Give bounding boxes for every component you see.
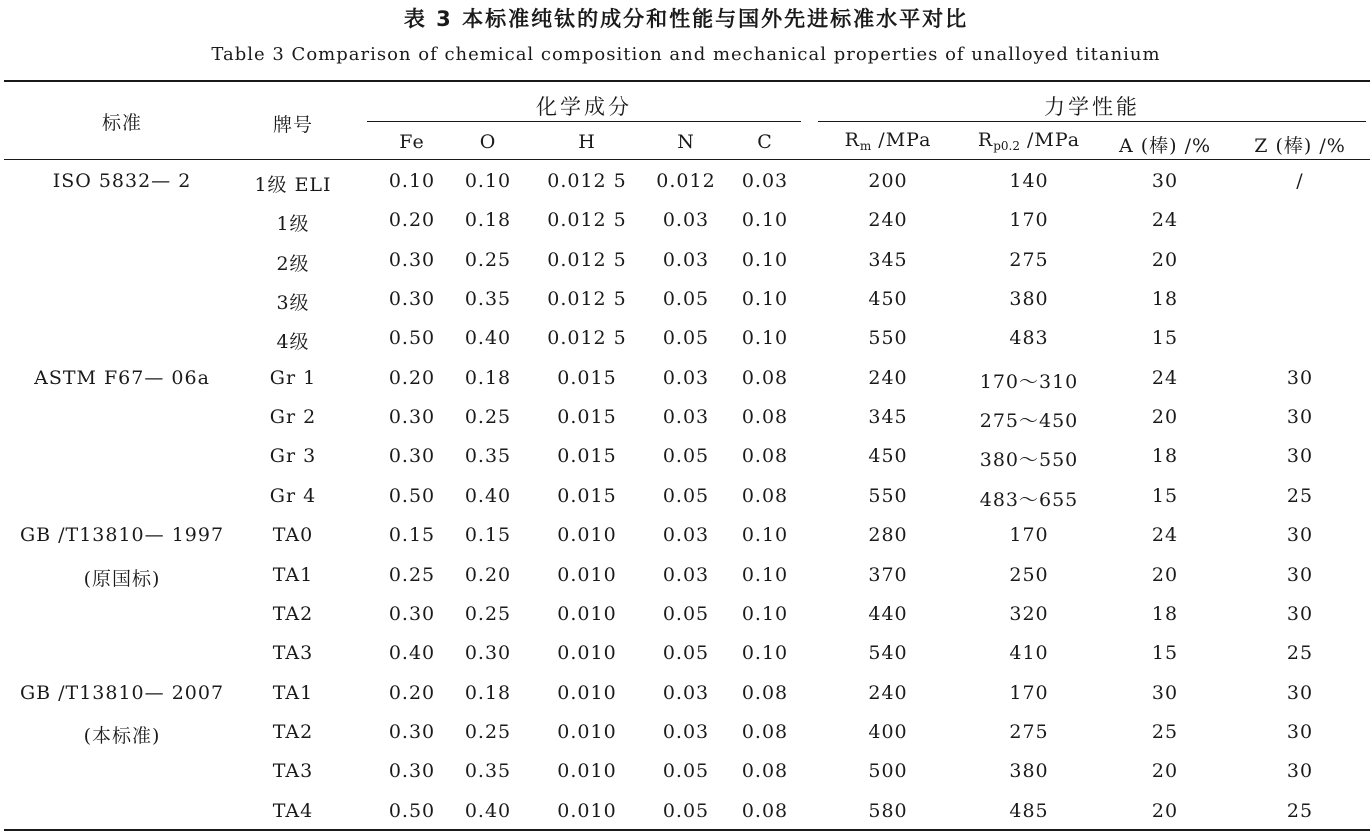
header-grade: 牌号: [272, 114, 313, 136]
cell-rp: 485: [1009, 800, 1049, 822]
cell-c: 0.10: [741, 603, 789, 625]
cell-z: 25: [1286, 485, 1314, 507]
cell-h: 0.012 5: [547, 209, 627, 231]
cell-grade: 1级 ELI: [254, 174, 332, 196]
header-o: O: [479, 131, 497, 153]
cell-fe: 0.20: [388, 682, 436, 704]
cell-o: 0.18: [464, 367, 512, 389]
cell-c: 0.10: [741, 249, 789, 271]
cell-rp: 170～310: [979, 371, 1079, 393]
cell-fe: 0.50: [388, 327, 436, 349]
cell-a: 18: [1151, 445, 1179, 467]
cell-n: 0.05: [662, 327, 710, 349]
cell-n: 0.03: [662, 682, 710, 704]
cell-standard: (本标准): [83, 725, 161, 747]
cell-grade: Gr 3: [269, 445, 317, 467]
cell-fe: 0.30: [388, 721, 436, 743]
cell-n: 0.012: [656, 170, 716, 192]
cell-grade: TA0: [272, 524, 314, 546]
cell-o: 0.35: [464, 288, 512, 310]
header-fe: Fe: [399, 131, 425, 153]
cell-z: 30: [1286, 367, 1314, 389]
cell-a: 25: [1151, 721, 1179, 743]
cell-o: 0.18: [464, 682, 512, 704]
header-mech-group: 力学性能: [1044, 95, 1140, 119]
cell-z: 30: [1286, 682, 1314, 704]
bottom-rule: [4, 829, 1370, 831]
cell-o: 0.25: [464, 603, 512, 625]
cell-rm: 580: [868, 800, 908, 822]
cell-h: 0.015: [557, 445, 617, 467]
cell-rp: 483～655: [979, 489, 1079, 511]
cell-rp: 483: [1009, 327, 1049, 349]
cell-c: 0.08: [741, 682, 789, 704]
cell-a: 20: [1151, 760, 1179, 782]
cell-n: 0.05: [662, 445, 710, 467]
cell-z: 25: [1286, 800, 1314, 822]
cell-rm: 400: [868, 721, 908, 743]
cell-a: 15: [1151, 642, 1179, 664]
cell-rm: 200: [868, 170, 908, 192]
cell-grade: TA4: [272, 800, 314, 822]
cell-n: 0.05: [662, 288, 710, 310]
cell-fe: 0.50: [388, 800, 436, 822]
cell-fe: 0.15: [388, 524, 436, 546]
cell-rp: 140: [1009, 170, 1049, 192]
cell-a: 30: [1151, 170, 1179, 192]
cell-n: 0.03: [662, 249, 710, 271]
cell-o: 0.10: [464, 170, 512, 192]
cell-grade: 2级: [276, 253, 310, 275]
cell-a: 20: [1151, 406, 1179, 428]
cell-a: 18: [1151, 603, 1179, 625]
header-rule: [4, 159, 1370, 160]
cell-rm: 240: [868, 682, 908, 704]
cell-c: 0.08: [741, 367, 789, 389]
header-rm-unit: /MPa: [871, 129, 932, 151]
cell-h: 0.015: [557, 406, 617, 428]
cell-fe: 0.20: [388, 367, 436, 389]
cell-c: 0.08: [741, 721, 789, 743]
cell-z: 30: [1286, 406, 1314, 428]
cell-rp: 380～550: [979, 449, 1079, 471]
cell-a: 20: [1151, 564, 1179, 586]
cell-rp: 380: [1009, 760, 1049, 782]
cell-rm: 370: [868, 564, 908, 586]
cell-rp: 170: [1009, 682, 1049, 704]
cell-c: 0.08: [741, 760, 789, 782]
header-c: C: [757, 131, 773, 153]
cell-fe: 0.30: [388, 603, 436, 625]
header-a: A (棒) /%: [1118, 135, 1212, 157]
cell-fe: 0.40: [388, 642, 436, 664]
cell-grade: Gr 2: [269, 406, 317, 428]
cell-n: 0.05: [662, 642, 710, 664]
cell-grade: TA2: [272, 721, 314, 743]
cell-z: 30: [1286, 564, 1314, 586]
cell-h: 0.012 5: [547, 170, 627, 192]
cell-standard: GB /T13810— 2007: [19, 682, 225, 704]
cell-o: 0.40: [464, 327, 512, 349]
cell-grade: TA2: [272, 603, 314, 625]
cell-z: 30: [1286, 524, 1314, 546]
cell-grade: Gr 4: [269, 485, 317, 507]
cell-rm: 345: [868, 406, 908, 428]
cell-rm: 450: [868, 445, 908, 467]
cell-rp: 320: [1009, 603, 1049, 625]
cell-a: 20: [1151, 249, 1179, 271]
cell-o: 0.20: [464, 564, 512, 586]
cell-h: 0.010: [557, 603, 617, 625]
cell-n: 0.05: [662, 603, 710, 625]
header-z: Z (棒) /%: [1254, 135, 1346, 157]
cell-standard: (原国标): [83, 568, 161, 590]
cell-o: 0.15: [464, 524, 512, 546]
cell-fe: 0.30: [388, 445, 436, 467]
cell-h: 0.012 5: [547, 288, 627, 310]
cell-z: 25: [1286, 642, 1314, 664]
cell-standard: GB /T13810— 1997: [19, 524, 225, 546]
cell-standard: ASTM F67— 06a: [34, 367, 210, 389]
cell-standard: ISO 5832— 2: [52, 170, 192, 192]
cell-rm: 500: [868, 760, 908, 782]
cell-n: 0.05: [662, 800, 710, 822]
cell-o: 0.25: [464, 721, 512, 743]
cell-grade: 3级: [276, 292, 310, 314]
cell-c: 0.10: [741, 288, 789, 310]
cell-a: 15: [1151, 485, 1179, 507]
cell-grade: TA3: [272, 760, 314, 782]
cell-rm: 450: [868, 288, 908, 310]
cell-rm: 240: [868, 367, 908, 389]
cell-a: 24: [1151, 367, 1179, 389]
cell-n: 0.03: [662, 209, 710, 231]
cell-rp: 170: [1009, 524, 1049, 546]
cell-rp: 170: [1009, 209, 1049, 231]
cell-rm: 240: [868, 209, 908, 231]
cell-rm: 540: [868, 642, 908, 664]
mech-group-rule: [818, 121, 1366, 122]
header-chem-group: 化学成分: [536, 95, 632, 119]
header-rm-subscript: m: [859, 139, 872, 153]
cell-rp: 275: [1009, 249, 1049, 271]
cell-z: 30: [1286, 760, 1314, 782]
chem-group-rule: [367, 121, 801, 122]
cell-n: 0.05: [662, 485, 710, 507]
cell-fe: 0.30: [388, 249, 436, 271]
header-rp: [958, 129, 1100, 153]
cell-h: 0.010: [557, 721, 617, 743]
cell-o: 0.30: [464, 642, 512, 664]
cell-rm: 345: [868, 249, 908, 271]
table-title-en: Table 3 Comparison of chemical composition and mechanical properties of unalloyed titanium: [211, 44, 1161, 65]
header-rm-symbol: R: [844, 129, 860, 151]
cell-c: 0.10: [741, 327, 789, 349]
cell-n: 0.03: [662, 367, 710, 389]
cell-rm: 440: [868, 603, 908, 625]
cell-h: 0.010: [557, 564, 617, 586]
cell-fe: 0.30: [388, 406, 436, 428]
cell-h: 0.015: [557, 367, 617, 389]
cell-h: 0.010: [557, 760, 617, 782]
cell-o: 0.25: [464, 406, 512, 428]
cell-fe: 0.25: [388, 564, 436, 586]
header-n: N: [677, 131, 695, 153]
table-title-cn: 表 3 本标准纯钛的成分和性能与国外先进标准水平对比: [403, 7, 969, 31]
cell-grade: TA1: [272, 564, 314, 586]
cell-h: 0.010: [557, 800, 617, 822]
cell-c: 0.10: [741, 209, 789, 231]
header-rp-symbol: R: [977, 129, 994, 151]
cell-fe: 0.10: [388, 170, 436, 192]
cell-fe: 0.30: [388, 760, 436, 782]
cell-h: 0.010: [557, 682, 617, 704]
cell-n: 0.03: [662, 564, 710, 586]
cell-c: 0.10: [741, 642, 789, 664]
cell-h: 0.010: [557, 524, 617, 546]
cell-a: 18: [1151, 288, 1179, 310]
header-rp-unit: /MPa: [1019, 129, 1081, 151]
cell-h: 0.010: [557, 642, 617, 664]
cell-grade: TA3: [272, 642, 314, 664]
cell-h: 0.012 5: [547, 327, 627, 349]
header-standard: 标准: [101, 112, 142, 134]
cell-a: 30: [1151, 682, 1179, 704]
cell-n: 0.03: [662, 721, 710, 743]
top-rule: [4, 80, 1370, 82]
cell-o: 0.35: [464, 445, 512, 467]
cell-grade: 1级: [276, 213, 310, 235]
cell-z: 30: [1286, 445, 1314, 467]
cell-n: 0.03: [662, 406, 710, 428]
cell-rp: 250: [1009, 564, 1049, 586]
cell-c: 0.08: [741, 800, 789, 822]
cell-a: 15: [1151, 327, 1179, 349]
header-h: H: [578, 131, 596, 153]
cell-z: /: [1296, 170, 1304, 192]
cell-o: 0.18: [464, 209, 512, 231]
cell-c: 0.10: [741, 524, 789, 546]
cell-h: 0.015: [557, 485, 617, 507]
cell-o: 0.40: [464, 800, 512, 822]
cell-grade: TA1: [272, 682, 314, 704]
cell-grade: Gr 1: [269, 367, 317, 389]
cell-rm: 550: [868, 485, 908, 507]
cell-h: 0.012 5: [547, 249, 627, 271]
cell-rp: 275: [1009, 721, 1049, 743]
cell-c: 0.03: [741, 170, 789, 192]
cell-rp: 380: [1009, 288, 1049, 310]
cell-fe: 0.50: [388, 485, 436, 507]
cell-c: 0.08: [741, 406, 789, 428]
cell-rp: 410: [1009, 642, 1049, 664]
cell-a: 20: [1151, 800, 1179, 822]
cell-a: 24: [1151, 524, 1179, 546]
cell-n: 0.05: [662, 760, 710, 782]
header-rp-subscript: p0.2: [993, 139, 1020, 153]
cell-rm: 550: [868, 327, 908, 349]
cell-n: 0.03: [662, 524, 710, 546]
cell-fe: 0.20: [388, 209, 436, 231]
cell-c: 0.08: [741, 485, 789, 507]
cell-z: 30: [1286, 721, 1314, 743]
cell-c: 0.08: [741, 445, 789, 467]
cell-c: 0.10: [741, 564, 789, 586]
cell-o: 0.35: [464, 760, 512, 782]
cell-o: 0.40: [464, 485, 512, 507]
header-rm: [820, 129, 956, 153]
cell-rp: 275～450: [979, 410, 1079, 432]
cell-rm: 280: [868, 524, 908, 546]
cell-z: 30: [1286, 603, 1314, 625]
cell-o: 0.25: [464, 249, 512, 271]
cell-fe: 0.30: [388, 288, 436, 310]
cell-grade: 4级: [276, 331, 310, 353]
cell-a: 24: [1151, 209, 1179, 231]
